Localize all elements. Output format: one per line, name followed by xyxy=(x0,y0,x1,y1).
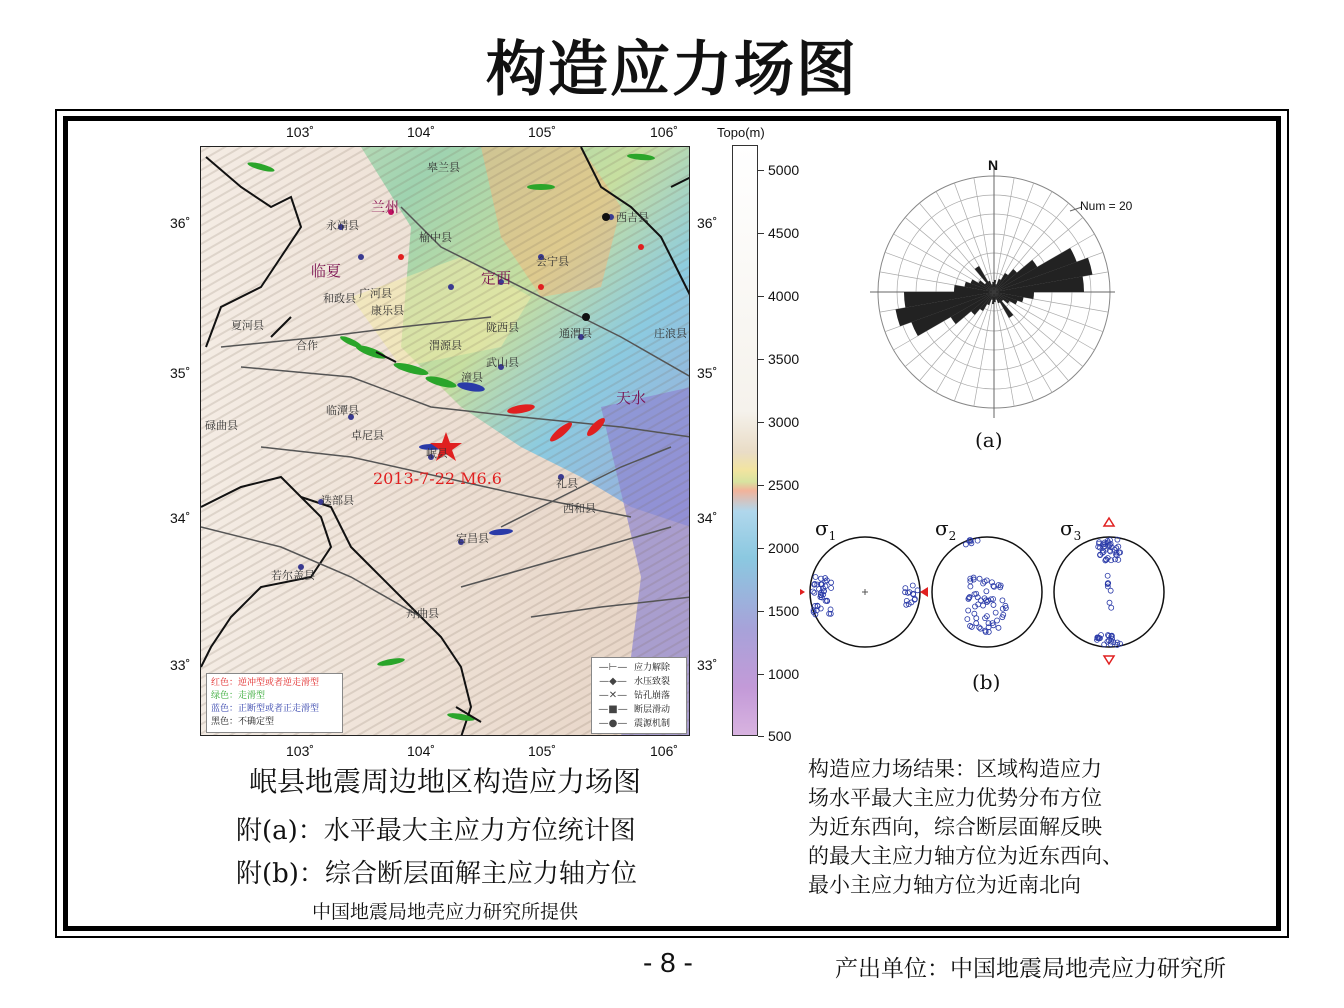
caption-a: 附(a)：水平最大主应力方位统计图 xyxy=(236,816,636,846)
legend-type-2: 水压致裂 xyxy=(634,677,671,687)
map-caption: 岷县地震周边地区构造应力场图 xyxy=(248,765,641,798)
rose-diagram xyxy=(870,155,1133,420)
map-place-ruoergai: 若尔盖县 xyxy=(271,569,315,582)
map-place-diebu: 迭部县 xyxy=(321,494,354,507)
lon-bot-106: 106˚ xyxy=(650,743,679,759)
stereonets xyxy=(800,510,1180,670)
map-place-lintan: 临潭县 xyxy=(326,404,359,417)
colorbar-label-3000: 3000 xyxy=(768,414,800,430)
legend-types xyxy=(591,657,687,734)
hydrofrac-icon: —◆— xyxy=(599,676,627,687)
legend-type-5: 震源机制 xyxy=(634,719,671,729)
stereonet-svg xyxy=(800,510,1180,670)
legend-blue: 蓝色：正断型或者正走滑型 xyxy=(211,704,320,714)
rose-svg xyxy=(870,155,1115,420)
map-place-dingxi: 定西 xyxy=(481,269,512,287)
map-place-zhuanglang: 庄浪县 xyxy=(654,327,687,340)
lon-top-104: 104˚ xyxy=(407,124,436,140)
event-label: 2013-7-22 M6.6 xyxy=(373,469,502,488)
map-place-guanghe: 广河县 xyxy=(359,287,392,300)
map-place-xiji: 西吉县 xyxy=(616,211,649,224)
legend-type-4: 断层滑动 xyxy=(634,705,671,715)
map-place-xihe: 西和县 xyxy=(563,502,596,515)
legend-black: 黑色：不确定型 xyxy=(211,717,275,727)
lat-right-34: 34˚ xyxy=(697,510,718,526)
sigma1-label xyxy=(815,516,836,543)
sigma2-label xyxy=(935,516,956,543)
rose-north-label: N xyxy=(988,157,999,173)
map-place-gaolan: 皋兰县 xyxy=(427,161,460,174)
producer: 产出单位：中国地震局地壳应力研究所 xyxy=(835,956,1226,982)
map-place-tanchang: 宕昌县 xyxy=(456,532,489,545)
colorbar-label-1000: 1000 xyxy=(768,666,800,682)
colorbar-label-500: 500 xyxy=(768,728,792,744)
sigma1-arrow-right-icon xyxy=(920,587,928,597)
sigma3-sub: 3 xyxy=(1073,529,1082,543)
lon-bot-104: 104˚ xyxy=(407,743,436,759)
map-place-zhang: 漳县 xyxy=(461,371,483,384)
map-place-zhuoni: 卓尼县 xyxy=(351,429,384,442)
map-place-xiahe: 夏河县 xyxy=(231,319,264,332)
lon-top-106: 106˚ xyxy=(650,124,679,140)
colorbar-label-1500: 1500 xyxy=(768,603,800,619)
map-place-luqu: 碌曲县 xyxy=(205,419,238,432)
lat-right-33: 33˚ xyxy=(697,657,718,673)
colorbar-label-3500: 3500 xyxy=(768,351,800,367)
colorbar-title: Topo(m) xyxy=(717,125,765,140)
map-place-longxi: 陇西县 xyxy=(486,321,519,334)
colorbar-label-4000: 4000 xyxy=(768,288,800,304)
lat-right-36: 36˚ xyxy=(697,215,718,231)
legend-type-1: 应力解除 xyxy=(634,663,671,673)
result-line-2: 场水平最大主应力优势分布方位 xyxy=(808,786,1102,810)
sigma2-symbol: σ xyxy=(935,516,949,540)
map-place-huining: 会宁县 xyxy=(536,255,569,268)
sigma3-symbol: σ xyxy=(1060,516,1074,540)
sigma1-sub: 1 xyxy=(828,529,837,543)
result-line-4: 的最大主应力轴方位为近东西向、 xyxy=(808,844,1123,868)
map-place-linxia: 临夏 xyxy=(311,262,342,280)
colorbar-label-4500: 4500 xyxy=(768,225,800,241)
legend-type-3: 钻孔崩落 xyxy=(634,691,671,701)
lat-right-35: 35˚ xyxy=(697,365,718,381)
result-line-3: 为近东西向，综合断层面解反映 xyxy=(808,815,1102,839)
result-text xyxy=(808,755,1168,900)
breakout-icon: —✕— xyxy=(598,690,628,701)
sigma1-symbol: σ xyxy=(815,516,829,540)
page-number: - 8 - xyxy=(643,947,693,978)
stress-relief-icon: —⊢— xyxy=(598,662,628,673)
caption-source: 中国地震局地壳应力研究所提供 xyxy=(311,901,578,923)
topo-colorbar xyxy=(732,145,758,736)
map-place-li: 礼县 xyxy=(556,477,578,490)
map-place-lanzhou: 兰州 xyxy=(371,200,399,216)
sigma3-arrow-up-icon xyxy=(1104,518,1114,526)
stress-map xyxy=(200,146,690,736)
colorbar-label-5000: 5000 xyxy=(768,162,800,178)
map-place-tongwei: 通渭县 xyxy=(559,327,592,340)
map-place-kangle: 康乐县 xyxy=(371,304,404,317)
lon-bot-103: 103˚ xyxy=(286,743,315,759)
lat-left-34: 34˚ xyxy=(170,510,191,526)
map-place-zhouqu: 舟曲县 xyxy=(406,607,439,620)
panel-b-label: (b) xyxy=(972,670,1001,694)
map-place-hezuo: 合作 xyxy=(296,339,318,352)
lon-bot-105: 105˚ xyxy=(528,743,557,759)
panel-a-label: (a) xyxy=(975,428,1003,452)
fault-slip-icon: —■— xyxy=(598,704,628,715)
lat-left-35: 35˚ xyxy=(170,365,191,381)
rose-num-label: Num = 20 xyxy=(1080,199,1133,213)
map-place-hezheng: 和政县 xyxy=(323,292,356,305)
map-place-wushan: 武山县 xyxy=(486,356,519,369)
map-place-weiyuan: 渭源县 xyxy=(429,339,462,352)
focal-mechanism-icon: —●— xyxy=(598,718,628,729)
lon-top-105: 105˚ xyxy=(528,124,557,140)
sigma3-arrow-down-icon xyxy=(1104,656,1114,664)
lon-top-103: 103˚ xyxy=(286,124,315,140)
caption-b: 附(b)：综合断层面解主应力轴方位 xyxy=(236,859,637,889)
sigma3-label xyxy=(1060,516,1081,543)
colorbar-label-2500: 2500 xyxy=(768,477,800,493)
page-title: 构造应力场图 xyxy=(486,35,858,105)
map-place-tianshui: 天水 xyxy=(616,389,647,407)
result-line-1: 构造应力场结果：区域构造应力 xyxy=(808,757,1102,781)
legend-red: 红色：逆冲型或者逆走滑型 xyxy=(211,678,320,688)
result-line-5: 最小主应力轴方位为近南北向 xyxy=(808,873,1081,897)
sigma2-sub: 2 xyxy=(948,529,957,543)
map-place-min: 岷县 xyxy=(426,447,448,460)
legend-green: 绿色：走滑型 xyxy=(211,691,266,701)
legend-colors xyxy=(206,673,343,733)
map-place-yongjing: 永靖县 xyxy=(326,219,359,232)
sigma1-arrow-left-icon xyxy=(800,587,805,597)
map-place-yuzhong: 榆中县 xyxy=(419,231,452,244)
lat-left-33: 33˚ xyxy=(170,657,191,673)
colorbar-label-2000: 2000 xyxy=(768,540,800,556)
lat-left-36: 36˚ xyxy=(170,215,191,231)
